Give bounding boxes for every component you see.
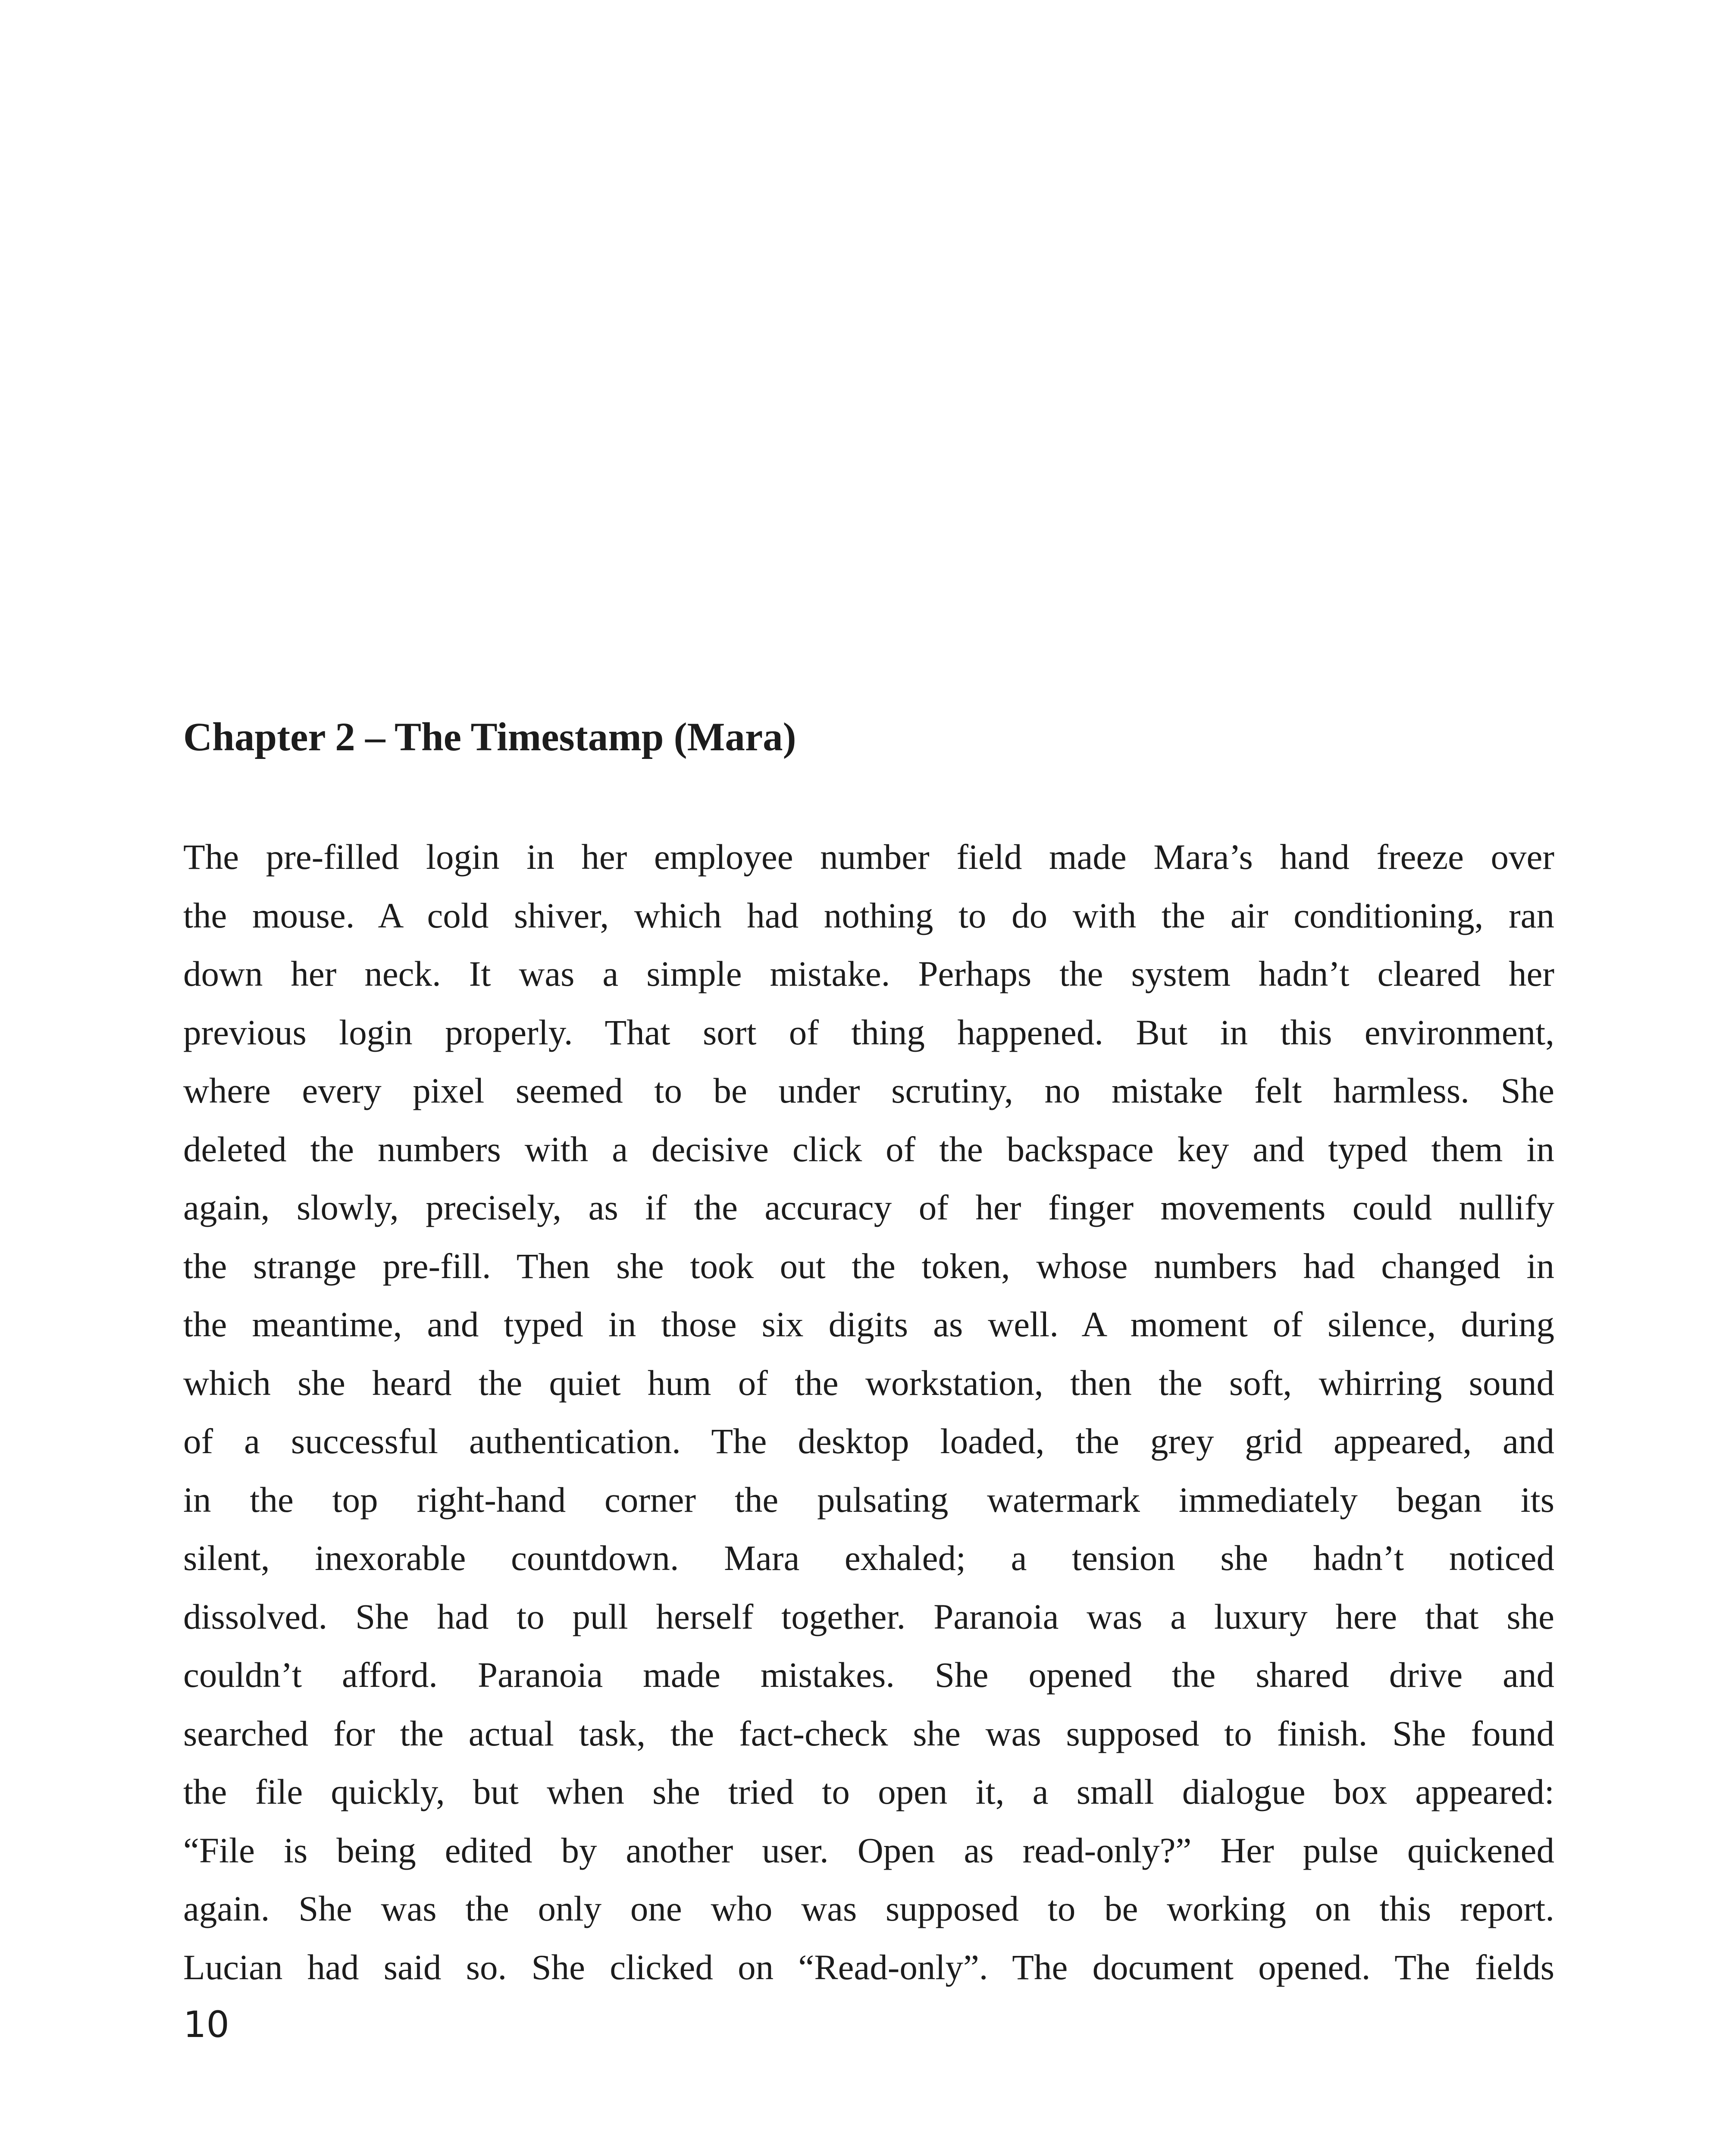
text-line: the meantime, and typed in those six digits as well. A moment of silence, during <box>183 1304 1554 1344</box>
text-line: “File is being edited by another user. Open as read-only?” Her pulse quickened <box>183 1830 1554 1870</box>
text-line: Lucian had said so. She clicked on “Read-only”. The document opened. The fields <box>183 1947 1554 1987</box>
page-number: 10 <box>183 2003 229 2046</box>
text-line: where every pixel seemed to be under scrutiny, no mistake felt harmless. She <box>183 1071 1554 1110</box>
text-line: silent, inexorable countdown. Mara exhaled; a tension she hadn’t noticed <box>183 1538 1554 1578</box>
body-paragraph <box>183 828 1554 1996</box>
text-line: dissolved. She had to pull herself together. Paranoia was a luxury here that she <box>183 1596 1554 1636</box>
text-line: of a successful authentication. The desktop loaded, the grey grid appeared, and <box>183 1421 1554 1461</box>
text-line: previous login properly. That sort of thing happened. But in this environment, <box>183 1012 1554 1052</box>
text-line: again, slowly, precisely, as if the accuracy of her finger movements could nullify <box>183 1188 1554 1227</box>
text-line: which she heard the quiet hum of the workstation, then the soft, whirring sound <box>183 1363 1554 1403</box>
text-line: the strange pre-fill. Then she took out the token, whose numbers had changed in <box>183 1246 1554 1286</box>
text-line: couldn’t afford. Paranoia made mistakes. She opened the shared drive and <box>183 1655 1554 1695</box>
chapter-title: Chapter 2 – The Timestamp (Mara) <box>183 715 796 759</box>
text-line: The pre-filled login in her employee number field made Mara’s hand freeze over <box>183 837 1554 877</box>
text-line: in the top right-hand corner the pulsating watermark immediately began its <box>183 1479 1554 1520</box>
text-line: deleted the numbers with a decisive click of the backspace key and typed them in <box>183 1129 1554 1169</box>
text-line: again. She was the only one who was supposed to be working on this report. <box>183 1889 1554 1928</box>
text-line: down her neck. It was a simple mistake. Perhaps the system hadn’t cleared her <box>183 954 1554 993</box>
text-line: the mouse. A cold shiver, which had nothing to do with the air conditioning, ran <box>183 895 1554 935</box>
text-line: searched for the actual task, the fact-check she was supposed to finish. She found <box>183 1713 1554 1753</box>
text-line: the file quickly, but when she tried to open it, a small dialogue box appeared: <box>183 1772 1554 1811</box>
